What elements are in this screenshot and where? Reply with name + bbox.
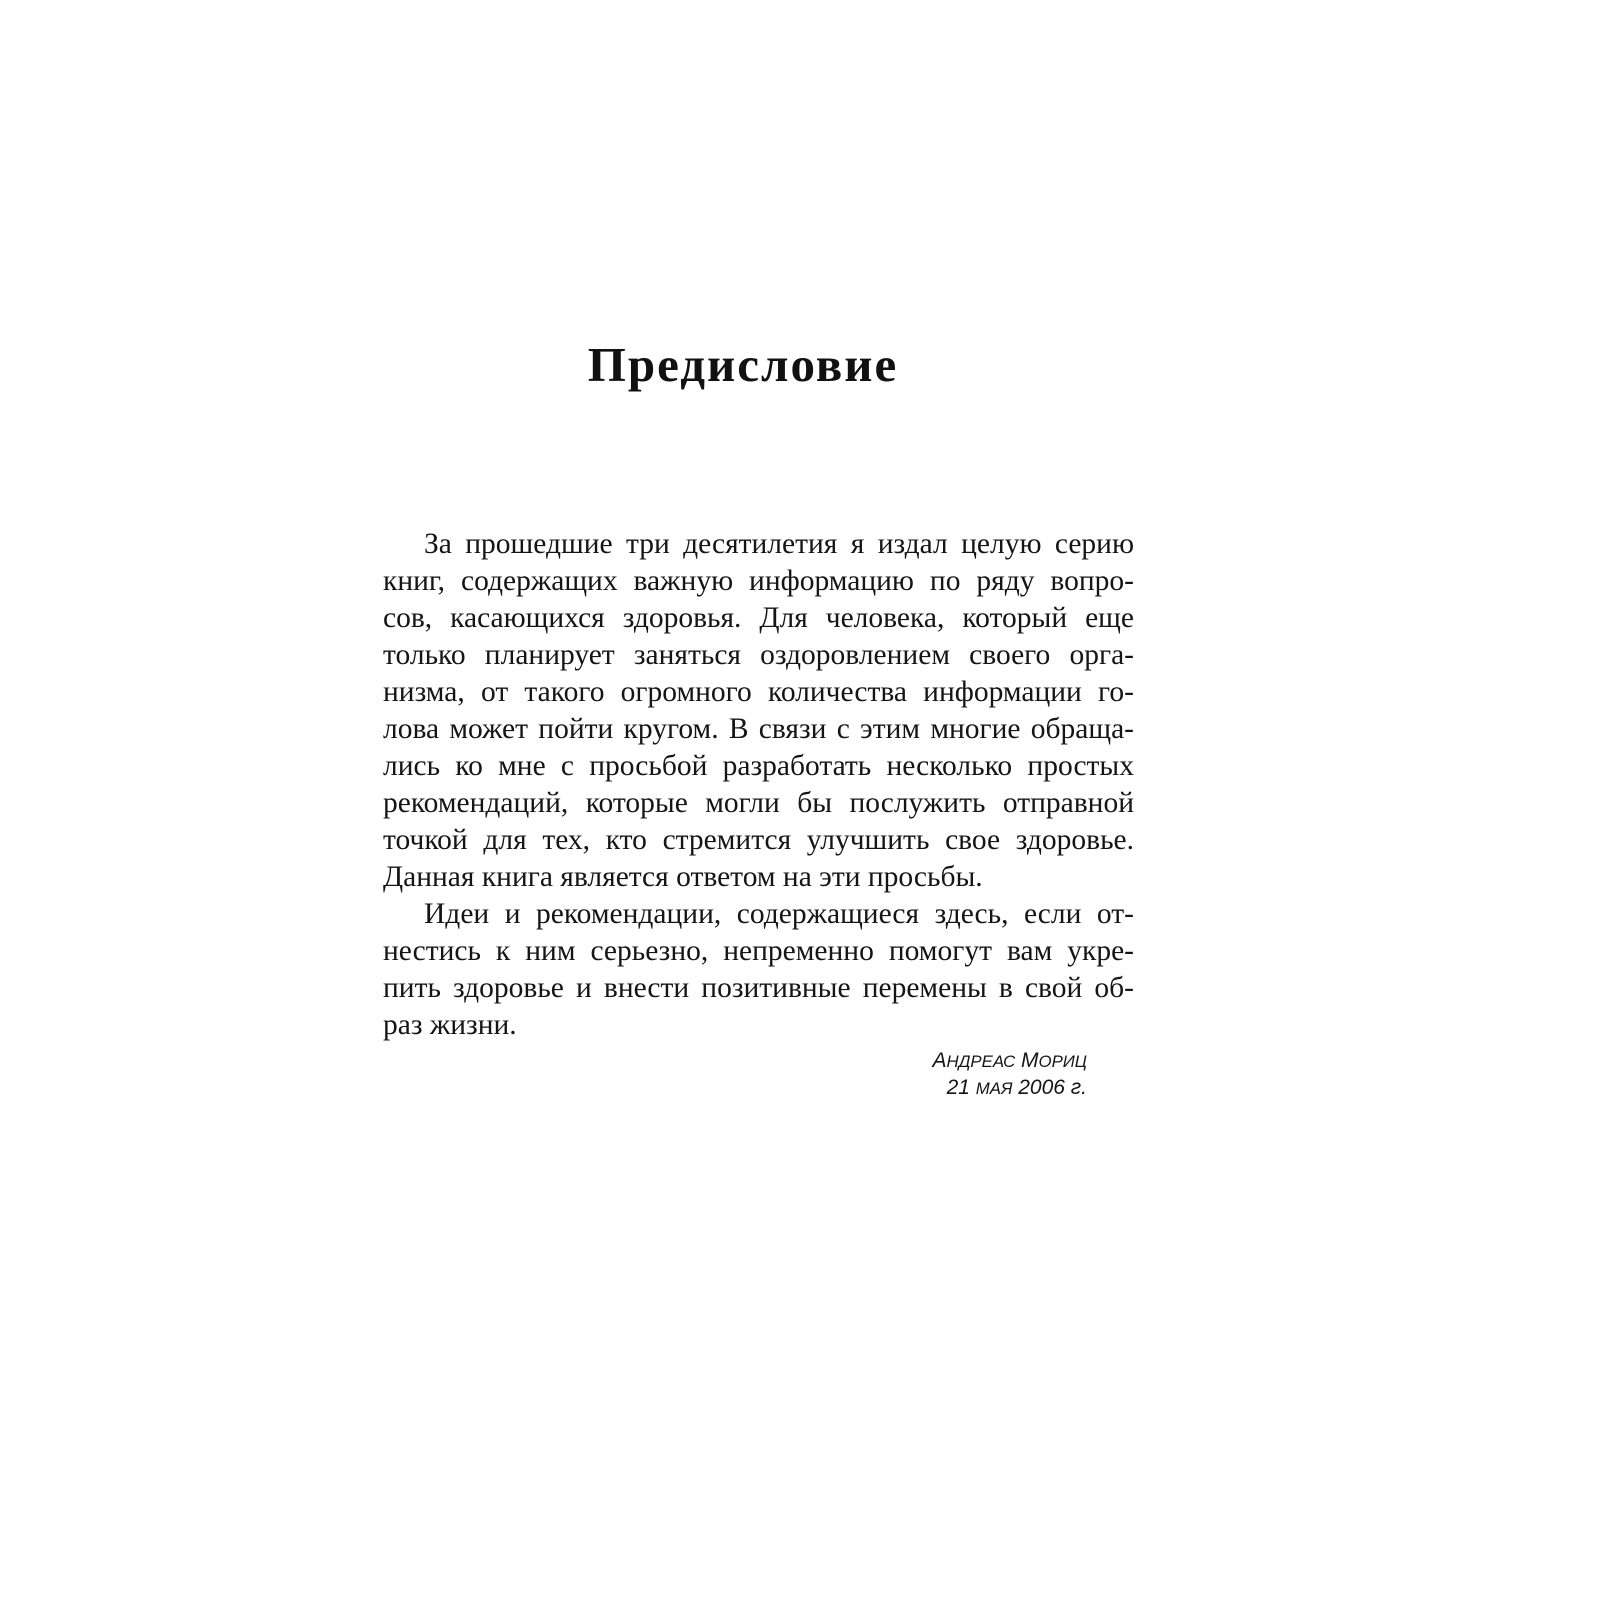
text-line: нестись к ним серьезно, непременно помогут вам укре- bbox=[383, 935, 1134, 967]
author-first-rest: НДРЕАС bbox=[946, 1052, 1016, 1071]
text-line: сов, касающихся здоровья. Для человека, который еще bbox=[383, 602, 1134, 634]
date-year: 2006 bbox=[1018, 1076, 1065, 1099]
text-line: точкой для тех, кто стремится улучшить свое здоровье. bbox=[383, 824, 1134, 856]
date-month: МАЯ bbox=[975, 1079, 1013, 1098]
text-line: лова может пойти кругом. В связи с этим многие обраща- bbox=[383, 713, 1134, 745]
text-line: только планирует заняться оздоровлением своего орга- bbox=[383, 639, 1134, 671]
text-line: лись ко мне с просьбой разработать несколько простых bbox=[383, 750, 1134, 782]
signature-date bbox=[850, 1075, 1087, 1102]
signature-author bbox=[850, 1048, 1087, 1075]
author-last-initial: М bbox=[1021, 1049, 1039, 1072]
author-first-initial: А bbox=[932, 1049, 947, 1072]
text-line: пить здоровье и внести позитивные перемены в свой об- bbox=[383, 972, 1134, 1004]
text-line: За прошедшие три десятилетия я издал целую серию bbox=[424, 528, 1134, 560]
date-suffix: г. bbox=[1070, 1076, 1087, 1099]
page-title: Предисловие bbox=[587, 337, 899, 392]
date-day: 21 bbox=[946, 1076, 970, 1099]
text-line: раз жизни. bbox=[383, 1009, 517, 1041]
text-line: Идеи и рекомендации, содержащиеся здесь, если от- bbox=[424, 898, 1134, 930]
text-line: низма, от такого огромного количества информации го- bbox=[383, 676, 1134, 708]
text-line: книг, содержащих важную информацию по ряду вопро- bbox=[383, 565, 1134, 597]
author-last-rest: ОРИЦ bbox=[1038, 1052, 1087, 1071]
text-line: Данная книга является ответом на эти просьбы. bbox=[383, 861, 983, 893]
text-line: рекомендаций, которые могли бы послужить отправной bbox=[383, 787, 1134, 819]
